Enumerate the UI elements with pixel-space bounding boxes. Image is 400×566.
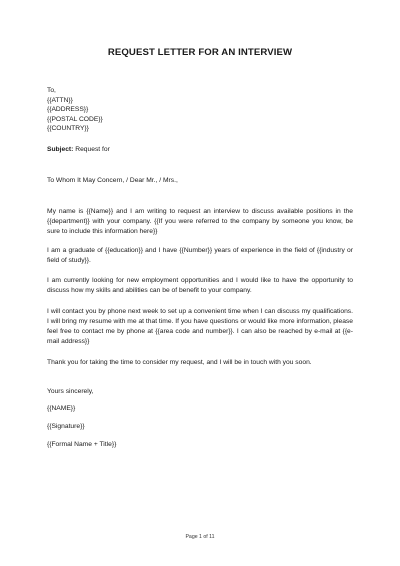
body-paragraph: Thank you for taking the time to consider my request, and I will be in touch with you soon. <box>47 359 312 366</box>
formal-name-placeholder: {{Formal Name + Title}} <box>47 441 117 448</box>
subject-label: Subject: <box>47 146 74 153</box>
signature-placeholder: {{Signature}} <box>47 423 85 430</box>
subject-text: Request for <box>75 146 110 153</box>
body-paragraph: I will contact you by phone next week to set up a convenient time when I can discuss my qualifications. I will bring my resume with me at that time. If you have questions or would like more information, please feel free to contact me by phone at {{area code and number}}. I can also be reached by e-mail at {{e-mail address}} <box>47 308 353 346</box>
body-paragraph: I am a graduate of {{education}} and I have {{Number}} years of experience in the field of {{industry or field of study}}. <box>47 247 353 265</box>
address-line-attn: {{ATTN}} <box>47 96 73 104</box>
body-paragraph: My name is {{Name}} and I am writing to request an interview to discuss available positions in the {{department}} with your company. {{If you were referred to the company by someone you know, be sure to include this information here}} <box>47 208 353 236</box>
address-line-country: {{COUNTRY}} <box>47 125 89 133</box>
page-number: Page 1 of 11 <box>185 534 215 540</box>
subject-line <box>47 146 110 153</box>
document-title: REQUEST LETTER FOR AN INTERVIEW <box>107 47 293 58</box>
salutation: To Whom It May Concern, / Dear Mr., / Mrs., <box>47 177 178 184</box>
address-line-postal-code: {{POSTAL CODE}} <box>47 115 103 123</box>
name-placeholder: {{NAME}} <box>47 405 76 412</box>
body-paragraph: I am currently looking for new employment opportunities and I would like to have the opportunity to discuss how my skills and abilities can be of benefit to your company. <box>47 277 353 295</box>
address-line-to: To, <box>47 87 56 94</box>
closing-phrase: Yours sincerely, <box>47 388 94 395</box>
address-line-address: {{ADDRESS}} <box>47 106 89 114</box>
address-block <box>47 86 103 134</box>
